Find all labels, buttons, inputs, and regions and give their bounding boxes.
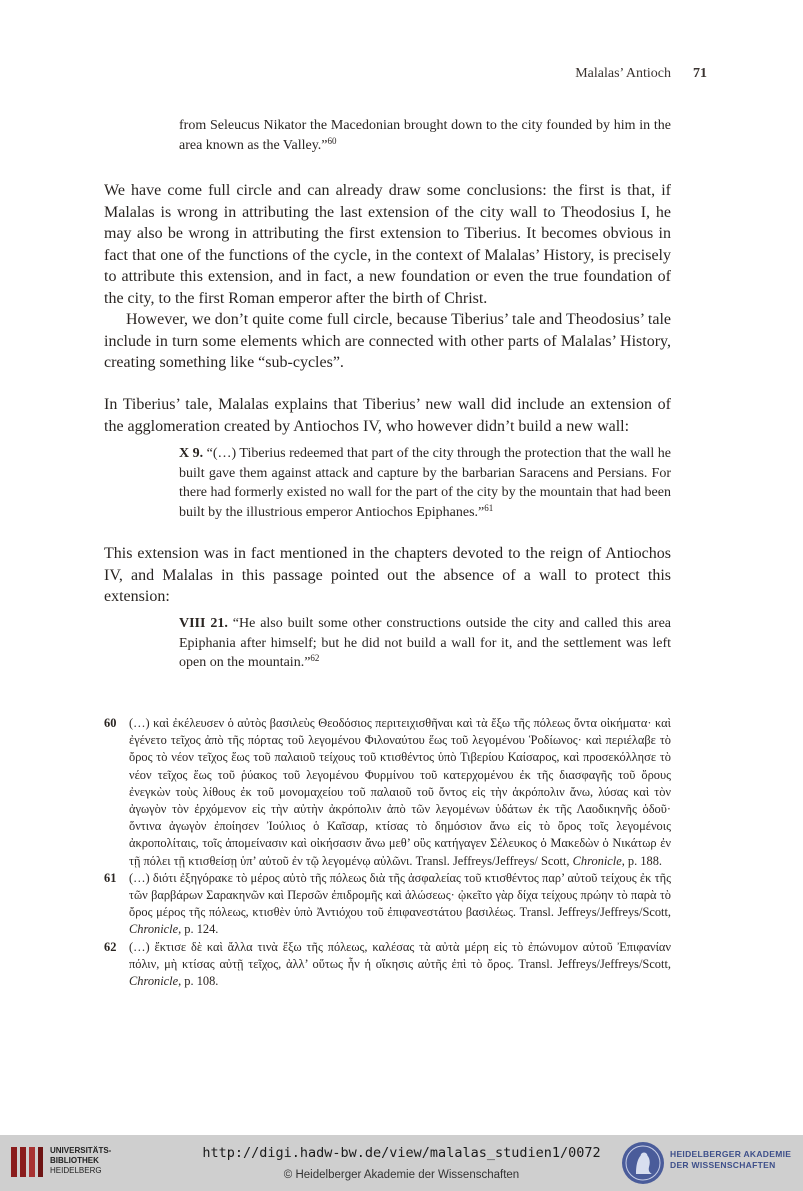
university-library-name: UNIVERSITÄTS- BIBLIOTHEK HEIDELBERG xyxy=(50,1146,112,1175)
footnote-work: Chronicle xyxy=(129,922,179,937)
footnote-page: , p. 108. xyxy=(178,974,219,989)
footnote-ref-61[interactable]: 61 xyxy=(484,502,494,513)
body-section-2 xyxy=(104,394,671,437)
quote-3-reference: VIII 21. xyxy=(179,616,228,631)
quote-2-text: “(…) Tiberius redeemed that part of the city through the protection that the wall he built gave them against attack and capture by the barbarian Saracens and Persians. For there had formerly existed no wall for the part of the city by the mountain that had been built by the illustrious emperor Antiochos Epiphanes.” xyxy=(179,446,671,520)
footnote-work: Chronicle xyxy=(129,974,179,989)
footnote-page: , p. 124. xyxy=(178,922,219,937)
quote-2-reference: X 9. xyxy=(179,446,204,461)
footnote-translation: Transl. Jeffreys/Jeffreys/Scott, xyxy=(518,956,671,971)
paragraph-4: This extension was in fact mentioned in the chapters devoted to the reign of Antiochos IV, and Malalas in this passage pointed out the absence of a wall to protect this extension: xyxy=(104,545,671,605)
running-header xyxy=(575,66,707,82)
body-section-1 xyxy=(104,180,671,374)
academy-seal-icon[interactable] xyxy=(620,1140,666,1186)
footnote-ref-62[interactable]: 62 xyxy=(310,653,320,663)
footnote-61 xyxy=(104,870,671,939)
running-title: Malalas’ Antioch xyxy=(575,66,671,81)
footnote-translation: Transl. Jeffreys/Jeffreys/ Scott, xyxy=(415,853,570,868)
footnote-greek: (…) ἔκτισε δὲ καὶ ἄλλα τινὰ ἔξω τῆς πόλεως, καλέσας τὰ αὐτὰ μέρη εἰς τὸ ἐπώνυμον αὐτοῦ Ἐπιφανίαν πόλιν, μὴ κτίσας αὐτῇ τεῖχος, ἀλλ’ οὕτως ἦν ἡ οἴκησις αὐτῆς ἐπὶ τὸ ὄρος. xyxy=(129,939,671,971)
footnote-ref-60[interactable]: 60 xyxy=(327,135,337,146)
quote-1-text: from Seleucus Nikator the Macedonian brought down to the city founded by him in the area known as the Valley.” xyxy=(179,118,671,153)
footnote-translation: Transl. Jeffreys/Jeffreys/Scott, xyxy=(519,905,672,920)
footnote-60 xyxy=(104,715,671,870)
footnote-work: Chronicle xyxy=(572,853,622,868)
page-number: 71 xyxy=(693,66,707,81)
footnote-greek: (…) διότι ἐξηγόρακε τὸ μέρος αὐτὸ τῆς πόλεως διὰ τῆς ἀσφαλείας τοῦ κτισθέντος παρ’ αὐτοῦ τείχους ἐκ τῆς τῶν βαρβάρων Σαρακηνῶν καὶ Περσῶν ἐπιδρομῆς καὶ ἁλώσεως· ᾠκεῖτο γὰρ δίχα τείχους πρώην τὸ παρὰ τὸ ὄρος μέρος τῆς πόλεως, κτισθὲν ὑπὸ Ἀντιόχου τοῦ ἐπιφανεστάτου βασιλέως. xyxy=(129,870,671,920)
footnote-number: 60 xyxy=(104,716,117,730)
block-quote-2 xyxy=(179,444,671,522)
paragraph-1: We have come full circle and can already draw some conclusions: the first is that, if Malalas is wrong in attributing the last extension of the city wall to Theodosius I, he may also be wrong in attributing the first extension to Tiberius. It becomes obvious in fact that one of the functions of the cycle, in the context of Malalas’ History, is precisely to attribute this extension, and in fact, a new foundation or even the true foundation of the city, to the first Roman emperor after the birth of Christ. xyxy=(104,182,671,307)
permalink-url[interactable]: http://digi.hadw-bw.de/view/malalas_studien1/0072 xyxy=(202,1145,601,1161)
footnote-number: 62 xyxy=(104,939,117,954)
footnote-62 xyxy=(104,939,671,991)
footnote-greek: (…) καὶ ἐκέλευσεν ὁ αὐτὸς βασιλεὺς Θεοδόσιος περιτειχισθῆναι καὶ τὰ ἔξω τῆς πόλεως ὄντα οἰκήματα· καὶ ἐγένετο τεῖχος ἀπὸ τῆς πόρτας τοῦ λεγομένου Φιλοναύτου ἕως τοῦ λεγομένου Ῥοδίωνος· καὶ περιέλαβε τὸ ὄρος τὸ νέον τεῖχος ἕως τοῦ παλαιοῦ τείχους τοῦ κτισθέντος ὑπὸ Τιβερίου Καίσαρος, καὶ προσεκόλλησε τὸ νέον τεῖχος ἕως τοῦ ῥύακος τοῦ λεγομένου Φυρμίνου τοῦ κατερχομένου ἐκ τῆς διασφαγῆς τοῦ ὄρους ἐνεγκὼν τοὺς λίθους ἐκ τοῦ μονομαχείου τοῦ παλαιοῦ τοῦ ὄντος εἰς τὴν ἀκρόπολιν ἄνω, λύσας καὶ τὸν ἀγωγὸν τὸν ἐρχόμενον εἰς τὴν αὐτὴν ἀκρόπολιν ἀπὸ τῶν λεγομένων ὑδάτων ἐκ τῆς Λαοδικηνῆς ὁδοῦ· ὅντινα ἀγωγὸν ἐποίησεν Ἰούλιος ὁ Καῖσαρ, κτίσας τὸ δημόσιον ἄνω εἰς τὸ ὄρος τοῖς λεγομένοις ἀκροπολίταις, τοῖς ἀπομείνασιν καὶ οἰκήσασιν ἄνω μεθ’ οὓς κατήγαγεν Σέλευκος ὁ Μακεδὼν ὁ Νικάτωρ ἐν τῇ πόλει τῇ κτισθείσῃ ὑπ’ αὐτοῦ ἐν τῷ λεγομένῳ αὐλῶνι. xyxy=(129,716,671,868)
viewer-footer-bar xyxy=(0,1135,803,1191)
footnote-page: , p. 188. xyxy=(621,853,663,868)
block-quote-1 xyxy=(179,116,671,155)
paragraph-3: In Tiberius’ tale, Malalas explains that Tiberius’ new wall did include an extension of the agglomeration created by Antiochos IV, who however didn’t build a new wall: xyxy=(104,396,671,435)
footnote-number: 61 xyxy=(104,870,117,885)
academy-name: HEIDELBERGER AKADEMIE DER WISSENSCHAFTEN xyxy=(670,1149,792,1170)
footnotes xyxy=(104,715,671,990)
paragraph-2: However, we don’t quite come full circle, because Tiberius’ tale and Theodosius’ tale include in turn some elements which are connected with other parts of Malalas’ History, creating something like “sub-cycles”. xyxy=(104,311,671,371)
block-quote-3 xyxy=(179,614,671,673)
quote-3-text: “He also built some other constructions outside the city and called this area Epiphania after himself; but he did not build a wall for it, and the settlement was left open on the mountain.” xyxy=(179,616,671,670)
copyright-notice: © Heidelberger Akademie der Wissenschaften xyxy=(283,1169,520,1181)
body-section-3 xyxy=(104,543,671,608)
